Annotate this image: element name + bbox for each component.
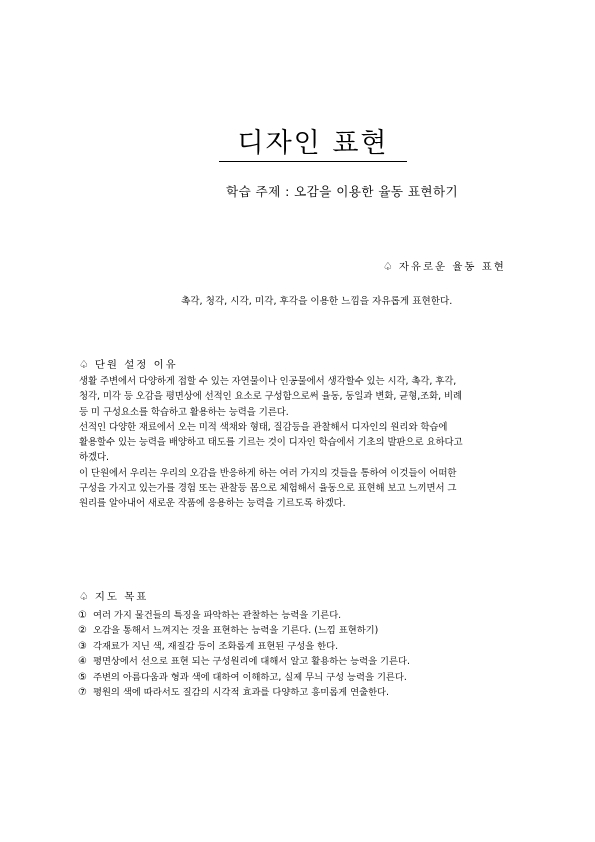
goal-text: 평원의 색에 따라서도 질감의 시각적 효과를 다양하고 흥미롭게 연출한다. [92, 687, 389, 699]
goal-item [78, 654, 518, 669]
spade-icon: ♤ [383, 260, 393, 273]
goal-item [78, 608, 518, 623]
reason-heading [79, 358, 178, 372]
goal-item [78, 685, 518, 700]
reason-heading-label: 단원 설정 이유 [94, 359, 178, 371]
reason-line: 하겠다. [79, 452, 109, 464]
goal-text: 여러 가지 물건들의 특징을 파악하는 관찰하는 능력을 기른다. [92, 610, 342, 621]
title-box [219, 127, 407, 162]
goals-heading-label: 지도 목표 [94, 591, 149, 603]
goal-number: ⑤ [78, 671, 87, 683]
spade-icon: ♤ [79, 590, 89, 603]
reason-line: 구성을 가지고 있는가를 경험 또는 관찰등 몸으로 체험해서 율동으로 표현해 보고 느끼면서 그 [79, 483, 457, 495]
reason-line: 등 미 구성요소를 학습하고 활용하는 능력을 기른다. [79, 406, 289, 418]
goal-item [78, 670, 518, 685]
reason-body [79, 374, 519, 512]
goal-text: 각재료가 지닌 색, 재질감 등이 조화롭게 표현된 구성을 한다. [92, 640, 339, 652]
goals-list [78, 608, 518, 700]
goal-number: ② [78, 625, 87, 637]
reason-line: 생활 주변에서 다양하게 접할 수 있는 자연물이나 인공물에서 생각할수 있는 시각, 촉각, 후각, [79, 376, 457, 387]
reason-line: 이 단원에서 우리는 우리의 오감을 반응하게 하는 여러 가지의 것들을 통하여 이것들이 어떠한 [79, 467, 457, 479]
reason-line: 선적인 다양한 재료에서 오는 미적 색채와 형태, 질감등을 관찰해서 디자인의 원리와 학습에 [79, 421, 448, 433]
goal-text: 평면상에서 선으로 표현 되는 구성원리에 대해서 알고 활용하는 능력을 기른다. [92, 656, 410, 668]
goal-number: ① [78, 610, 87, 621]
theme-label: 자유로운 율동 표현 [398, 261, 506, 273]
goal-number: ④ [78, 656, 87, 668]
goal-text: 오감을 통해서 느껴지는 것을 표현하는 능력을 기른다. (느낌 표현하기) [92, 625, 379, 637]
reason-line: 활용할수 있는 능력을 배양하고 태도를 기르는 것이 디자인 학습에서 기초의 발판으로 요하다고 [79, 437, 463, 449]
goal-item [78, 623, 518, 638]
subtitle: 학습 주제 : 오감을 이용한 율동 표현하기 [226, 184, 459, 199]
theme-heading [383, 260, 506, 274]
theme-description: 촉각, 청각, 시각, 미각, 후각을 이용한 느낌을 자유롭게 표현한다. [181, 296, 453, 307]
spade-icon: ♤ [79, 358, 89, 371]
page-title: 디자인 표현 [237, 128, 389, 159]
goal-number: ③ [78, 640, 87, 652]
goal-item [78, 639, 518, 654]
goal-text: 주변의 아름다움과 형과 색에 대하여 이해하고, 실제 무늬 구성 능력을 기른다. [92, 671, 407, 683]
goals-heading [79, 590, 148, 604]
reason-line: 원리를 알아내어 새로운 작품에 응용하는 능력을 기르도록 하겠다. [79, 498, 346, 510]
reason-line: 청각, 미각 등 오감을 평면상에 선적인 요소로 구성함으로써 율동, 동일과 변화, 균형,조화, 비례 [79, 391, 463, 403]
goal-number: ⑦ [78, 687, 87, 699]
